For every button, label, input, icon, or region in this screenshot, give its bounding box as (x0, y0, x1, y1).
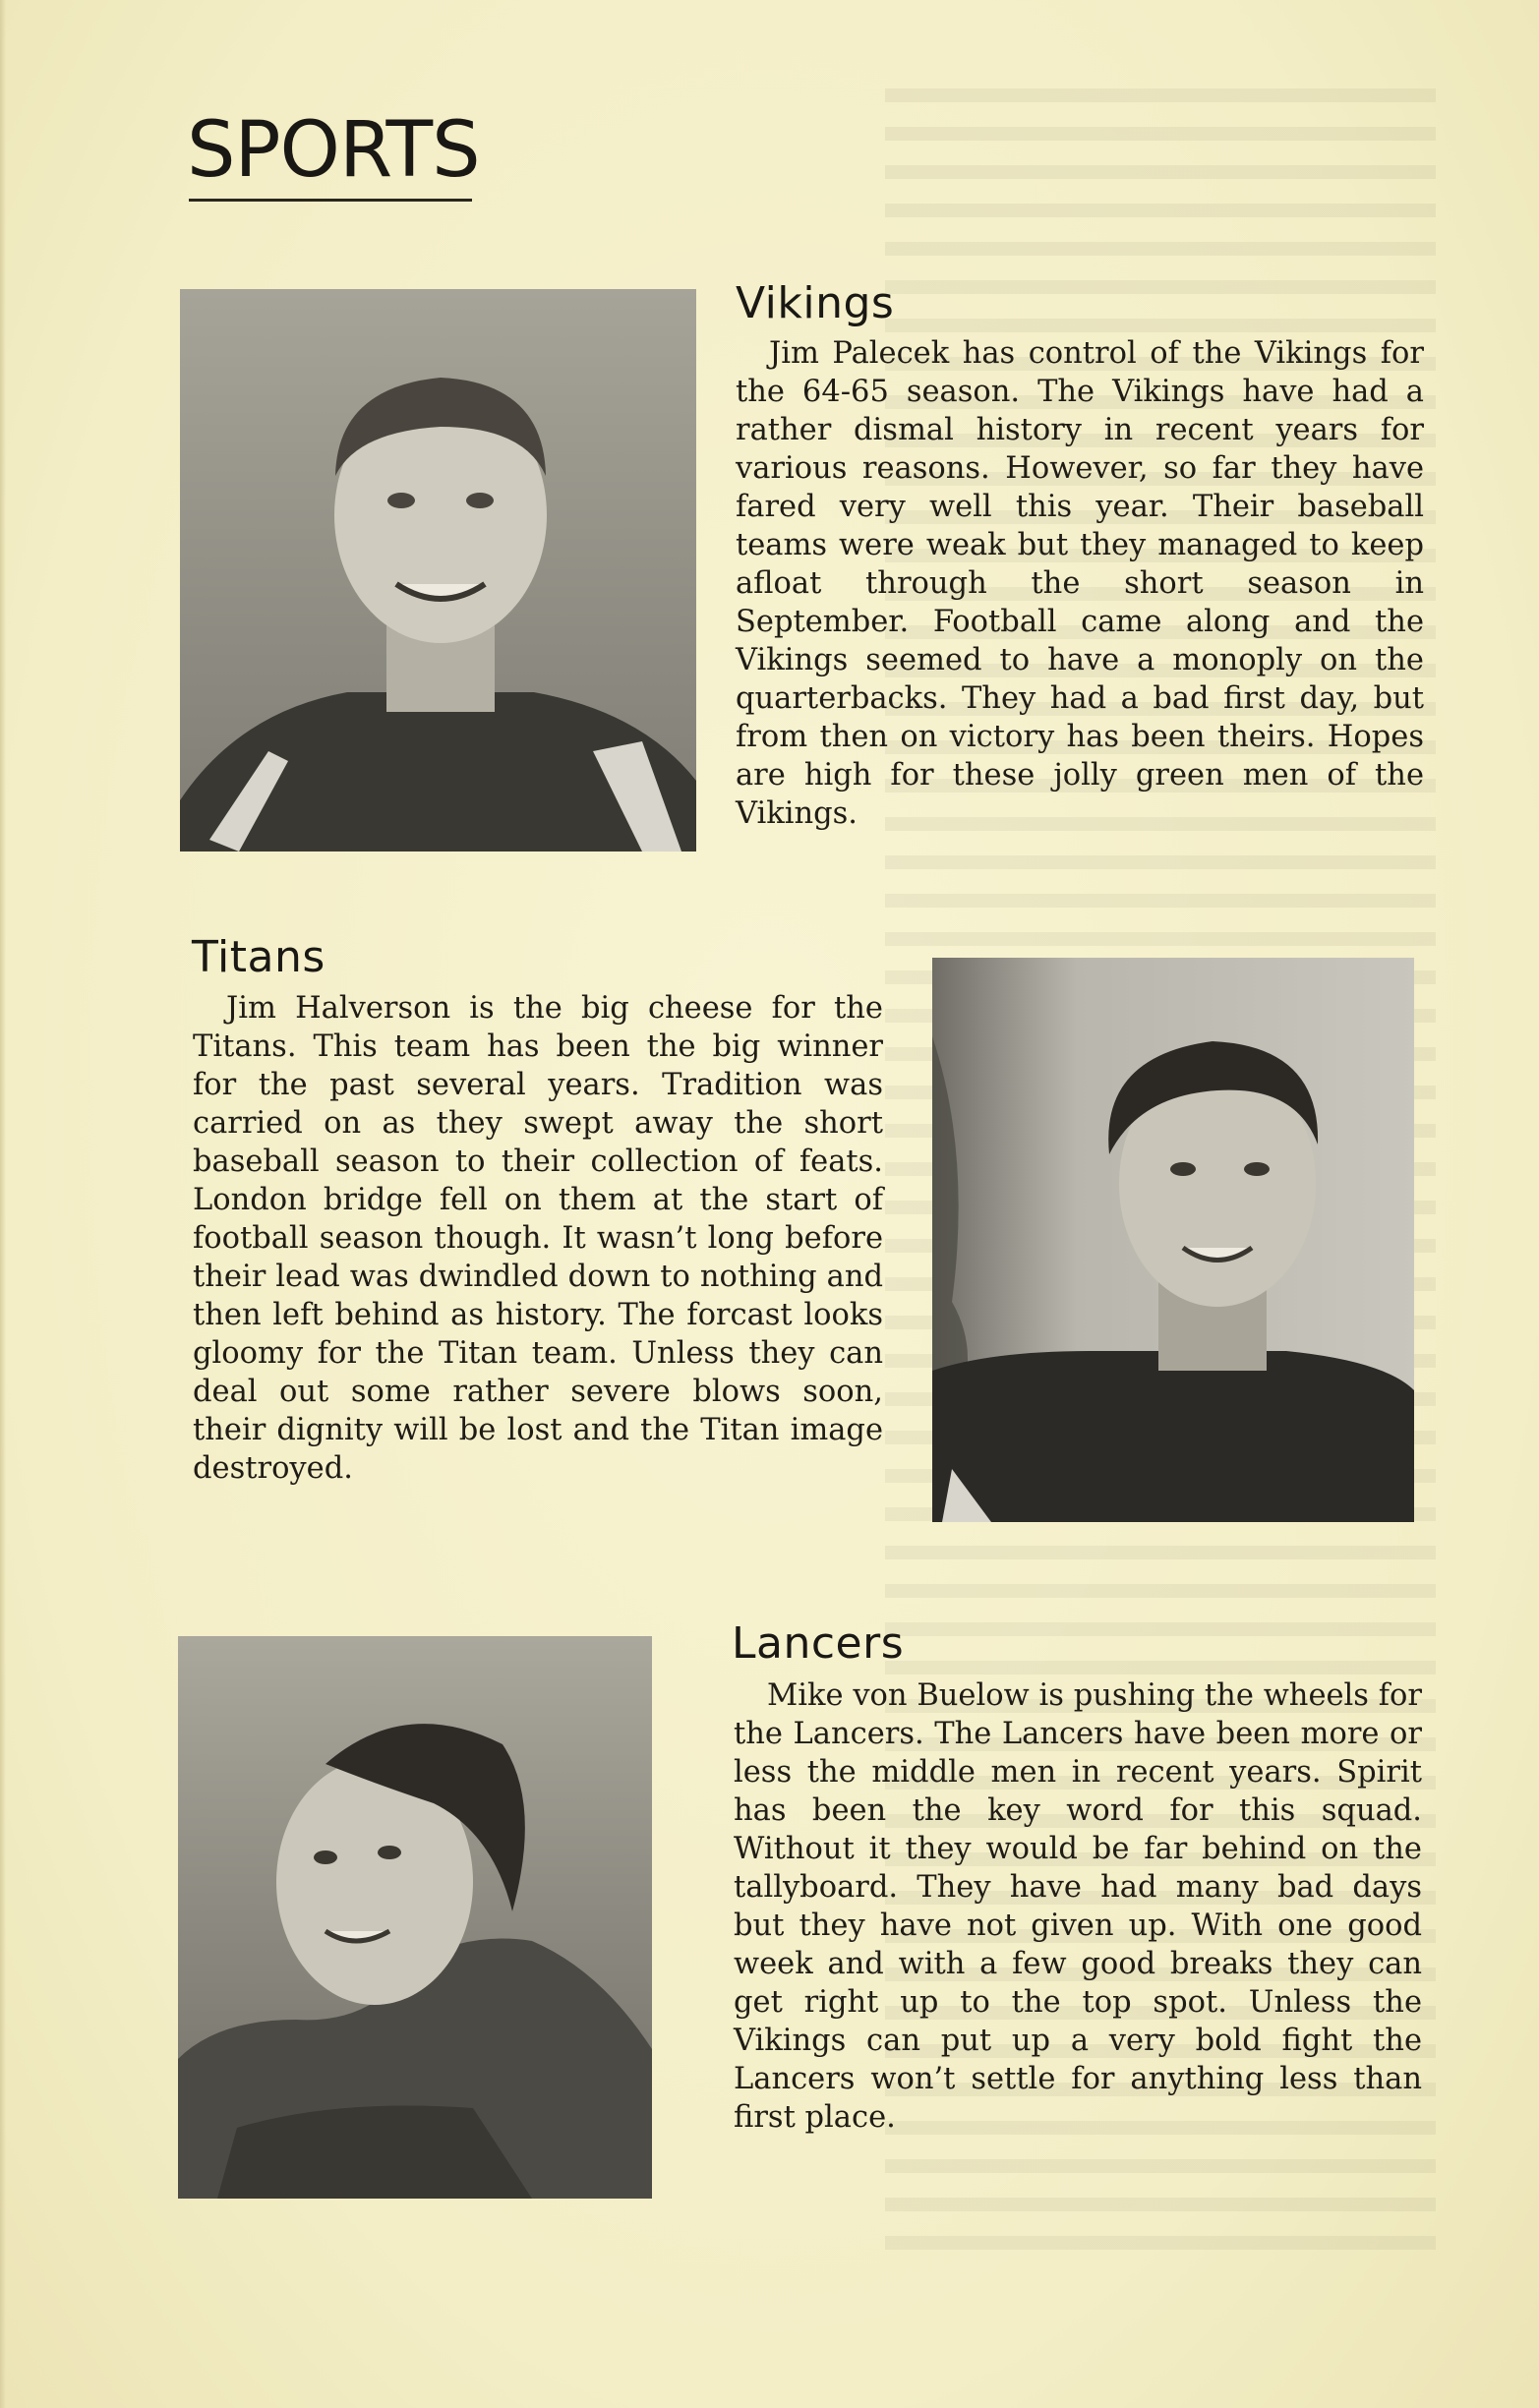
portrait-image (932, 958, 1414, 1522)
vikings-article-text: Jim Palecek has control of the Vikings for the 64-65 season. The Vikings have had a rather dismal history in recent years for various reasons. However, so far they have fared very well this year. Their baseball teams were weak but they managed to keep afloat through the short season in September. Football came along and the Vikings seemed to have a monoply on the quarterbacks. They had a bad first day, but from then on victory has been theirs. Hopes are high for these jolly green men of the Vikings. (736, 336, 1424, 831)
lancers-captain-photo (178, 1636, 652, 2199)
vikings-captain-photo (180, 289, 696, 852)
vikings-heading: Vikings (736, 278, 895, 328)
titans-captain-photo (932, 958, 1414, 1522)
titans-article-text: Jim Halverson is the big cheese for the Titans. This team has been the big winner for the past several years. Tradition was carried on as they swept away the short baseball season to their collection of feats. London bridge fell on them at the start of football season though. It wasn’t long before their lead was dwindled down to nothing and then left behind as history. The forcast looks gloomy for the Titan team. Unless they can deal out some rather severe blows soon, their dignity will be lost and the Titan image destroyed. (193, 991, 883, 1486)
lancers-heading: Lancers (732, 1618, 905, 1669)
page-edge-shadow (0, 0, 6, 2408)
portrait-image (180, 289, 696, 852)
titans-heading: Titans (192, 932, 326, 982)
title-underline (189, 199, 472, 202)
page-title: SPORTS (187, 106, 480, 195)
portrait-image (178, 1636, 652, 2199)
lancers-article-text: Mike von Buelow is pushing the wheels for the Lancers. The Lancers have been more or less the middle men in recent years. Spirit has been the key word for this squad. Without it they would be far behind on the tallyboard. They have had many bad days but they have not given up. With one good week and with a few good breaks they can get right up to the top spot. Unless the Vikings can put up a very bold fight the Lancers won’t settle for anything less than first place. (734, 1678, 1422, 2135)
